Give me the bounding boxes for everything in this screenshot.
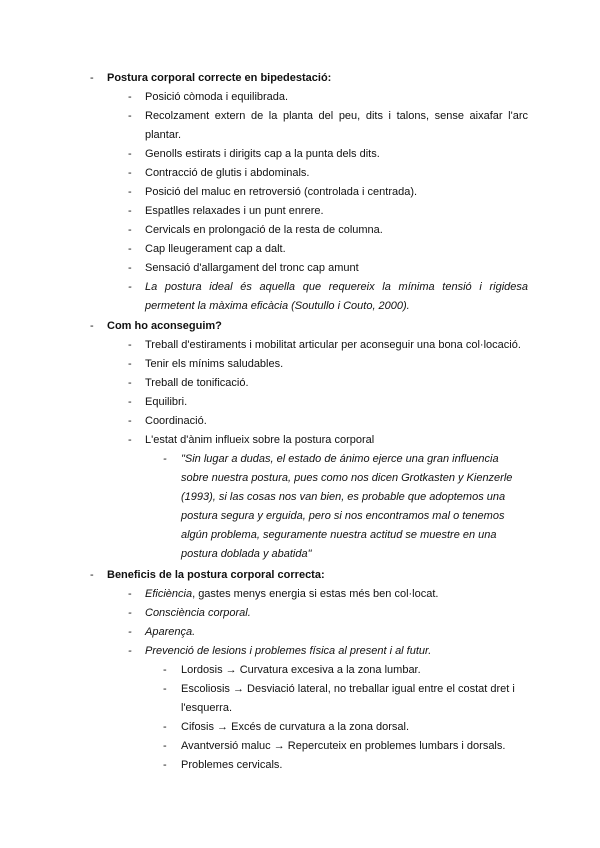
bullet-dash: - xyxy=(163,721,167,733)
section-beneficis xyxy=(0,566,600,775)
list-item xyxy=(0,393,600,412)
list-item xyxy=(0,164,600,183)
section-heading: Beneficis de la postura corporal correcta: xyxy=(107,569,325,581)
bullet-dash: - xyxy=(128,243,132,255)
list-item xyxy=(0,642,600,661)
list-item xyxy=(0,355,600,374)
list-item-text: Posició del maluc en retroversió (controlada i centrada). xyxy=(145,186,418,198)
bullet-dash: - xyxy=(128,224,132,236)
list-item-text: , gastes menys energia si estas més ben col·locat. xyxy=(192,588,439,600)
bullet-dash: - xyxy=(128,377,132,389)
bullet-dash: - xyxy=(128,167,132,179)
sub-list-item-text: Cifosis → Excés de curvatura a la zona dorsal. xyxy=(181,721,410,733)
list-item-text: Contracció de glutis i abdominals. xyxy=(145,167,310,179)
sub-list-item xyxy=(0,661,600,680)
definition-item xyxy=(0,278,600,316)
quote-item xyxy=(0,450,600,564)
section-com-ho-aconseguim xyxy=(0,317,600,564)
sub-list-item-text: Avantversió maluc → Repercuteix en problemes lumbars i dorsals. xyxy=(181,740,506,752)
definition-text: La postura ideal és aquella que requereix la mínima tensió i rigidesa permetent la màxima eficàcia (Soutullo i Couto, 2000). xyxy=(145,281,528,312)
sub-list-item xyxy=(0,680,600,718)
list-item-text: Prevenció de lesions i problemes física al present i al futur. xyxy=(145,645,432,657)
list-item xyxy=(0,183,600,202)
list-item xyxy=(0,259,600,278)
bullet-dash: - xyxy=(128,148,132,160)
list-item-text: Coordinació. xyxy=(145,415,207,427)
sub-list-item-text: Escoliosis → Desviació lateral, no treballar igual entre el costat dret i l'esquerra. xyxy=(181,683,515,714)
bullet-dash: - xyxy=(128,281,132,293)
list-item-text: Sensació d'allargament del tronc cap amunt xyxy=(145,262,359,274)
bullet-dash: - xyxy=(128,186,132,198)
list-item-text: Tenir els mínims saludables. xyxy=(145,358,284,370)
bullet-dash: - xyxy=(128,645,132,657)
list-item-text: Posició còmoda i equilibrada. xyxy=(145,91,289,103)
list-item-text: L'estat d'ànim influeix sobre la postura corporal xyxy=(145,434,375,446)
list-item-text: Genolls estirats i dirigits cap a la punta dels dits. xyxy=(145,148,380,160)
list-item xyxy=(0,374,600,393)
quote-text: "Sin lugar a dudas, el estado de ánimo ejerce una gran influencia sobre nuestra postura, pues como nos dicen Grotkasten y Kienzerle (1993), si las cosas nos van bien, es probable que adoptemos una postura segura y erguida, pero si nos encontramos mal o tenemos algún problema, seguramente nuestra actitud se muestre en una postura doblada y abatida" xyxy=(181,453,513,560)
list-item xyxy=(0,604,600,623)
list-item-text: Cap lleugerament cap a dalt. xyxy=(145,243,286,255)
section-heading: Com ho aconseguim? xyxy=(107,320,222,332)
sub-list-item xyxy=(0,718,600,737)
bullet-dash: - xyxy=(128,110,132,122)
sub-list-item-text: Lordosis → Curvatura excesiva a la zona lumbar. xyxy=(181,664,421,676)
list-item xyxy=(0,585,600,604)
sub-list-item xyxy=(0,756,600,775)
bullet-dash: - xyxy=(128,205,132,217)
list-item-text: Cervicals en prolongació de la resta de columna. xyxy=(145,224,383,236)
bullet-dash: - xyxy=(128,415,132,427)
bullet-dash: - xyxy=(128,434,132,446)
list-item xyxy=(0,623,600,642)
list-item xyxy=(0,431,600,450)
list-item xyxy=(0,145,600,164)
list-item xyxy=(0,240,600,259)
bullet-dash: - xyxy=(163,453,167,465)
bullet-dash: - xyxy=(90,569,94,581)
list-item-text: Recolzament extern de la planta del peu, dits i talons, sense aixafar l'arc plantar. xyxy=(145,110,528,141)
bullet-dash: - xyxy=(128,339,132,351)
list-item-text: Aparença. xyxy=(145,626,196,638)
bullet-dash: - xyxy=(163,683,167,695)
section-heading-item xyxy=(0,566,600,585)
list-item xyxy=(0,202,600,221)
bullet-dash: - xyxy=(128,588,132,600)
list-item xyxy=(0,221,600,240)
bullet-dash: - xyxy=(90,72,94,84)
section-heading: Postura corporal correcte en bipedestació: xyxy=(107,72,332,84)
list-item-text: Equilibri. xyxy=(145,396,188,408)
list-item-emphasis: Eficiència xyxy=(145,588,193,600)
list-item-text: Espatlles relaxades i un punt enrere. xyxy=(145,205,324,217)
bullet-dash: - xyxy=(128,262,132,274)
sub-list-item xyxy=(0,737,600,756)
section-heading-item xyxy=(0,317,600,336)
bullet-dash: - xyxy=(163,759,167,771)
section-heading-item xyxy=(0,69,600,88)
list-item xyxy=(0,336,600,355)
bullet-dash: - xyxy=(163,664,167,676)
sub-list-item-text: Problemes cervicals. xyxy=(181,759,283,771)
bullet-dash: - xyxy=(163,740,167,752)
list-item-text: Treball de tonificació. xyxy=(145,377,249,389)
list-item xyxy=(0,412,600,431)
bullet-dash: - xyxy=(128,396,132,408)
section-bipedestacio xyxy=(0,69,600,316)
bullet-dash: - xyxy=(128,607,132,619)
list-item-text: Treball d'estiraments i mobilitat articular per aconseguir una bona col·locació. xyxy=(145,339,521,351)
bullet-dash: - xyxy=(128,358,132,370)
bullet-dash: - xyxy=(128,626,132,638)
list-item xyxy=(0,88,600,107)
bullet-dash: - xyxy=(90,320,94,332)
list-item-text: Consciència corporal. xyxy=(145,607,251,619)
bullet-dash: - xyxy=(128,91,132,103)
list-item xyxy=(0,107,600,145)
